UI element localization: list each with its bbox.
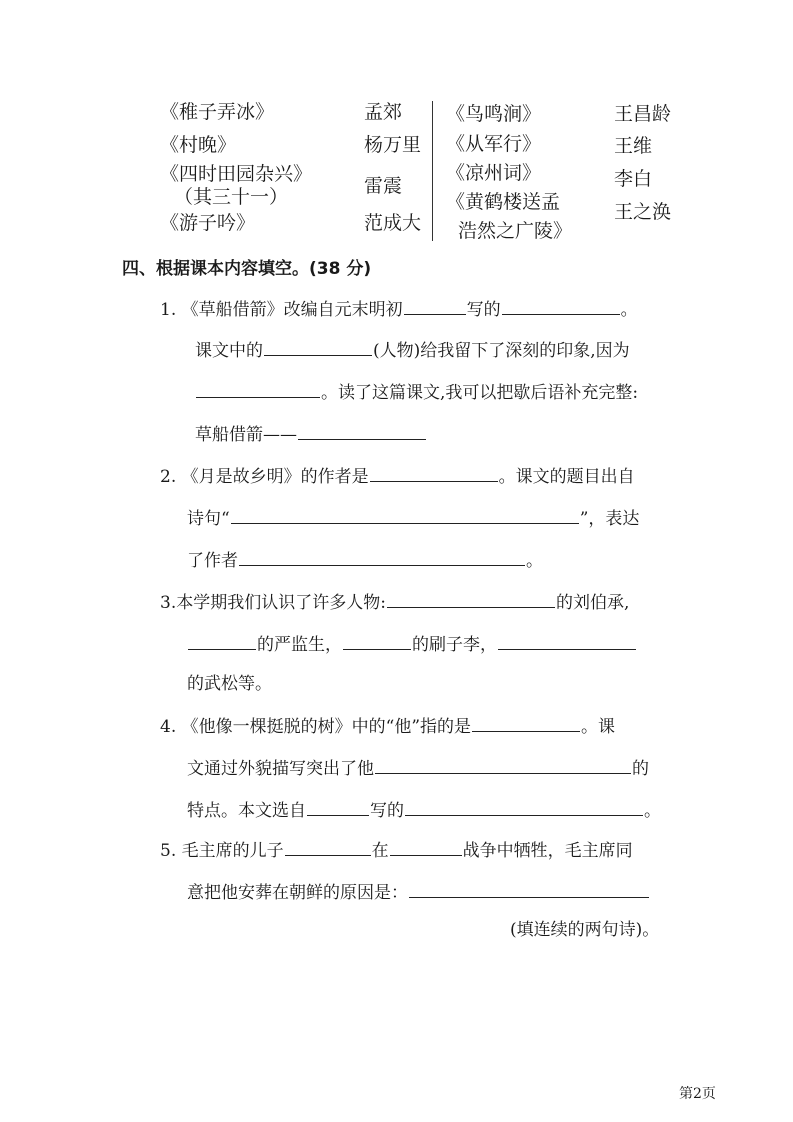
q4-text-d: 的 <box>632 759 649 779</box>
right-poem-4-cont: 浩然之广陵》 <box>458 220 573 242</box>
q4-text-f: 写的 <box>370 801 404 821</box>
section-heading: 四、根据课本内容填空。(38 分) <box>122 259 372 279</box>
q5-number: 5. <box>160 841 177 861</box>
column-divider <box>432 101 433 241</box>
q2-line-3 <box>187 547 543 572</box>
q5-blank-name[interactable] <box>285 837 371 856</box>
left-poem-4: 《游子吟》 <box>160 212 256 234</box>
q3-blank-2[interactable] <box>188 631 256 650</box>
q4-blank-trait[interactable] <box>375 755 631 774</box>
q4-blank-person[interactable] <box>472 713 580 732</box>
q4-line-2 <box>187 755 649 780</box>
q5-text-b: 在 <box>371 841 389 861</box>
q4-number: 4. <box>160 717 177 737</box>
q1-blank-xiehouyu[interactable] <box>298 421 426 440</box>
q4-text-a: 《他像一棵挺脱的树》中的“他”指的是 <box>181 717 472 737</box>
right-poem-2: 《从军行》 <box>446 133 542 155</box>
q3-line-1 <box>160 589 629 614</box>
page-number: 第2页 <box>679 1086 716 1102</box>
q3-text-e: 的武松等。 <box>187 674 272 694</box>
q4-text-c: 文通过外貌描写突出了他 <box>187 759 374 779</box>
q5-line-3 <box>510 919 659 941</box>
q5-text-e: (填连续的两句诗)。 <box>510 920 660 940</box>
q4-line-1 <box>160 713 615 738</box>
q4-blank-author[interactable] <box>307 797 369 816</box>
right-poem-4: 《黄鹤楼送孟 <box>446 191 561 213</box>
q4-text-e: 特点。本文选自 <box>187 801 306 821</box>
q1-blank-character[interactable] <box>264 337 372 356</box>
q1-blank-book[interactable] <box>502 296 620 315</box>
q4-text-b: 。课 <box>581 717 616 737</box>
q3-text-a: 本学期我们认识了许多人物: <box>176 593 386 613</box>
q5-line-1 <box>160 837 633 862</box>
right-author-2: 王维 <box>614 135 653 157</box>
q4-text-g: 。 <box>644 801 661 821</box>
q2-blank-author[interactable] <box>370 463 498 482</box>
q1-text-d: 课文中的 <box>195 341 263 361</box>
q1-line-3 <box>195 379 638 404</box>
q1-blank-author[interactable] <box>404 296 466 315</box>
q4-line-3 <box>187 797 661 822</box>
q5-line-2 <box>187 879 650 904</box>
q5-blank-war[interactable] <box>390 837 462 856</box>
right-author-3: 李白 <box>614 168 653 190</box>
q3-blank-3[interactable] <box>343 631 411 650</box>
q3-text-c: 的严监生， <box>257 635 342 655</box>
q2-text-b: 。课文的题目出自 <box>498 467 635 487</box>
q1-line-1 <box>160 296 638 321</box>
left-poem-1: 《稚子弄冰》 <box>160 101 275 123</box>
left-poem-3-sub: （其三十一） <box>174 186 289 208</box>
q3-line-2 <box>187 631 637 656</box>
q1-line-2 <box>195 337 630 362</box>
right-author-4: 王之涣 <box>614 201 672 223</box>
q5-text-d: 意把他安葬在朝鲜的原因是： <box>187 883 408 903</box>
q2-blank-poem-line[interactable] <box>231 505 579 524</box>
left-author-3: 雷震 <box>364 175 403 197</box>
left-author-1: 孟郊 <box>364 101 403 123</box>
q3-text-d: 的刷子李， <box>412 635 497 655</box>
q2-number: 2. <box>160 467 177 487</box>
q2-text-e: 了作者 <box>187 551 238 571</box>
q1-text-b: 写的 <box>466 300 501 320</box>
right-author-1: 王昌龄 <box>614 103 672 125</box>
q1-line-4 <box>195 421 427 446</box>
q2-text-c: 诗句“ <box>187 509 230 529</box>
q5-blank-poem[interactable] <box>409 879 649 898</box>
left-author-4: 范成大 <box>364 212 422 234</box>
q2-line-1 <box>160 463 635 488</box>
q2-text-a: 《月是故乡明》的作者是 <box>181 467 369 487</box>
q1-text-a: 《草船借箭》改编自元末明初 <box>181 300 403 320</box>
q3-number: 3. <box>160 593 177 613</box>
q2-text-f: 。 <box>526 551 543 571</box>
left-poem-3: 《四时田园杂兴》 <box>160 163 313 185</box>
q1-number: 1. <box>160 300 177 320</box>
q1-text-f: 。读了这篇课文,我可以把歇后语补充完整: <box>321 383 639 403</box>
q3-text-b: 的刘伯承, <box>555 593 630 613</box>
right-poem-1: 《鸟鸣涧》 <box>446 103 542 125</box>
q4-blank-book[interactable] <box>405 797 643 816</box>
q1-blank-reason[interactable] <box>196 379 320 398</box>
q3-blank-1[interactable] <box>387 589 555 608</box>
q3-line-3 <box>187 673 272 695</box>
q2-line-2 <box>187 505 639 530</box>
q1-text-g: 草船借箭—— <box>195 425 297 445</box>
q2-text-d: ”，表达 <box>579 509 640 529</box>
left-poem-2: 《村晚》 <box>160 134 237 156</box>
right-poem-3: 《凉州词》 <box>446 162 542 184</box>
q2-blank-emotion[interactable] <box>239 547 525 566</box>
q1-text-e: (人物)给我留下了深刻的印象,因为 <box>373 341 630 361</box>
q3-blank-4[interactable] <box>498 631 636 650</box>
q5-text-a: 毛主席的儿子 <box>181 841 284 861</box>
q1-text-c: 。 <box>620 300 638 320</box>
q5-text-c: 战争中牺牲，毛主席同 <box>462 841 633 861</box>
left-author-2: 杨万里 <box>364 134 422 156</box>
